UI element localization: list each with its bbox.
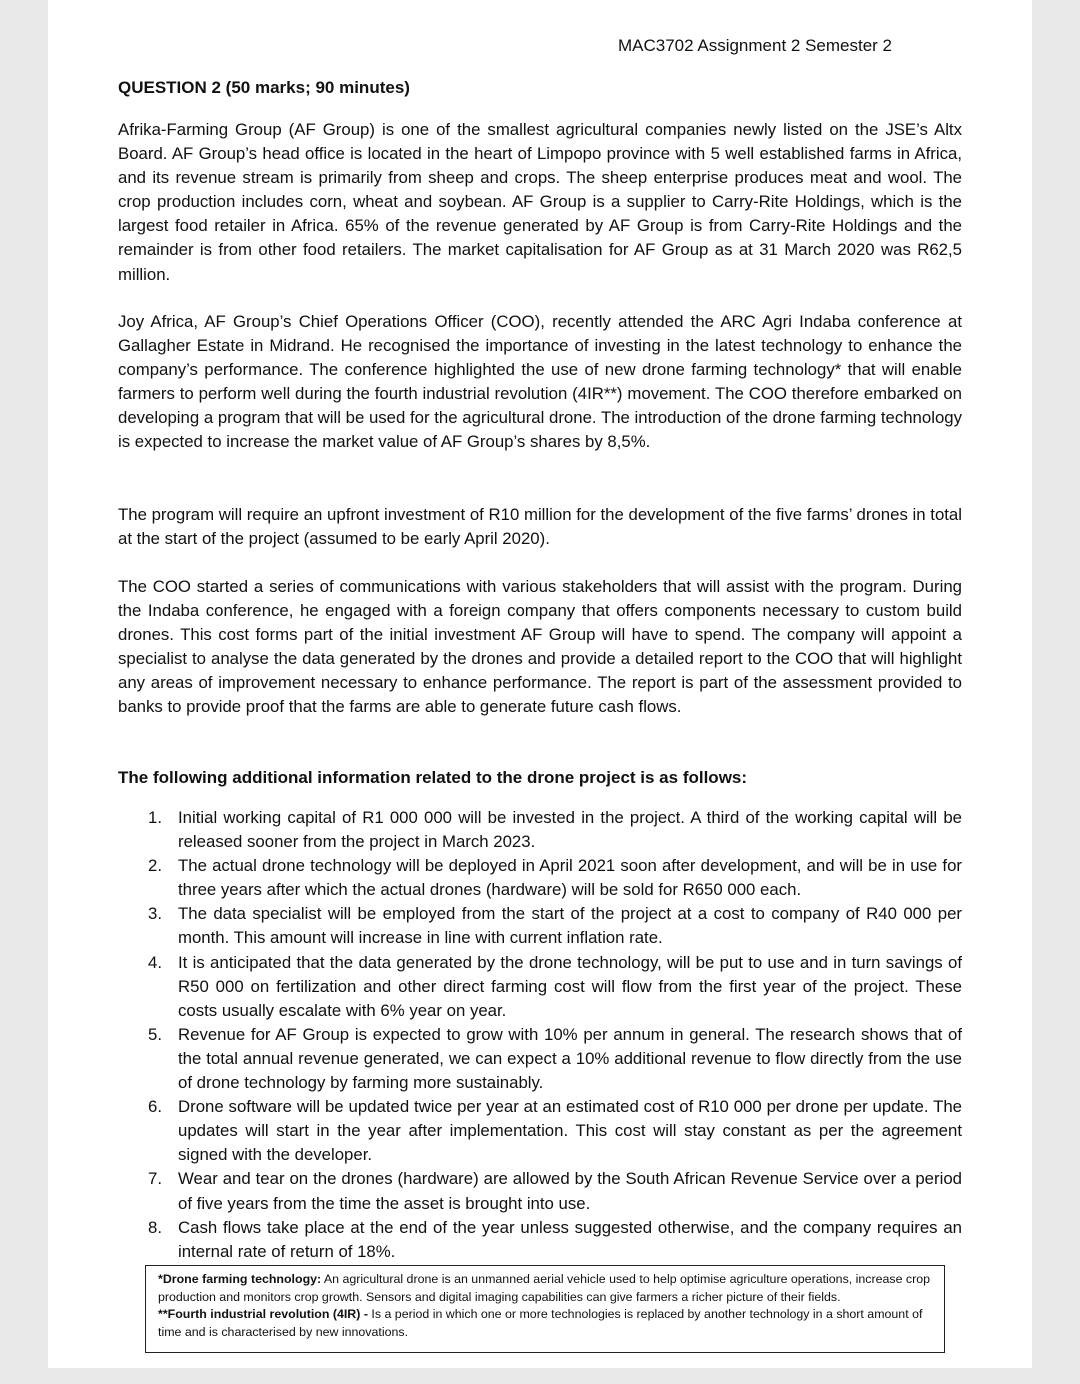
footnote-drone-text: An agricultural drone is an unmanned aerial vehicle used to help optimise agriculture operations, increase crop production and monitors crop growth. Sensors and digital imaging capabilities can give farmers a richer picture of their fields. <box>158 1272 931 1304</box>
list-item-text: It is anticipated that the data generated by the drone technology, will be put to use and in turn savings of R50 000 on fertilization and other direct farming cost will flow from the first year of the project. These costs usually escalate with 6% year on year. <box>178 952 962 1020</box>
list-item-number: 8. <box>148 1217 162 1237</box>
list-item-number: 2. <box>148 856 162 876</box>
list-item <box>118 1023 962 1095</box>
list-item-text: The data specialist will be employed from the start of the project at a cost to company of R40 000 per month. This amount will increase in line with current inflation rate. <box>178 904 962 948</box>
paragraph-coo-conference: Joy Africa, AF Group’s Chief Operations Officer (COO), recently attended the ARC Agri Indaba conference at Gallagher Estate in Midrand. He recognised the importance of investing in the latest technology to enhance the company’s performance. The conference highlighted the use of new drone farming technology* that will enable farmers to perform well during the fourth industrial revolution (4IR**) movement. The COO therefore embarked on developing a program that will be used for the agricultural drone. The introduction of the drone farming technology is expected to increase the market value of AF Group’s shares by 8,5%. <box>118 312 962 452</box>
paragraph-company-background: Afrika-Farming Group (AF Group) is one of the smallest agricultural companies newly listed on the JSE’s Altx Board. AF Group’s head office is located in the heart of Limpopo province with 5 well established farms in Africa, and its revenue stream is primarily from sheep and crops. The sheep enterprise produces meat and wool. The crop production includes corn, wheat and soybean. AF Group is a supplier to Carry-Rite Holdings, which is the largest food retailer in Africa. 65% of the revenue generated by AF Group is from Carry-Rite Holdings and the remainder is from other food retailers. The market capitalisation for AF Group as at 31 March 2020 was R62,5 million. <box>118 120 962 284</box>
list-item-text: Initial working capital of R1 000 000 will be invested in the project. A third of the working capital will be released sooner from the project in March 2023. <box>178 808 962 852</box>
footnote-drone-term: *Drone farming technology: <box>158 1272 322 1286</box>
footnote-4ir-text: Is a period in which one or more technologies is replaced by another technology in a short amount of time and is characterised by new innovations. <box>158 1307 923 1339</box>
list-item <box>118 806 962 854</box>
list-item-number: 6. <box>148 1097 162 1117</box>
document-page <box>48 0 1032 1368</box>
list-item-text: Drone software will be updated twice per year at an estimated cost of R10 000 per drone per update. The updates will start in the year after implementation. This cost will stay constant as per the agreement signed with the developer. <box>178 1097 962 1165</box>
list-item-number: 5. <box>148 1024 162 1044</box>
list-item <box>118 951 962 1023</box>
list-item-text: Cash flows take place at the end of the year unless suggested otherwise, and the company requires an internal rate of return of 18%. <box>178 1217 962 1261</box>
list-item <box>118 902 962 950</box>
list-item-number: 3. <box>148 904 162 924</box>
footnote-box <box>145 1265 945 1353</box>
list-item <box>118 854 962 902</box>
list-item-text: Revenue for AF Group is expected to grow with 10% per annum in general. The research shows that of the total annual revenue generated, we can expect a 10% additional revenue to flow directly from the use of drone technology by farming more sustainably. <box>178 1024 962 1093</box>
footnote-drone <box>158 1271 934 1306</box>
question-title: QUESTION 2 (50 marks; 90 minutes) <box>118 78 410 97</box>
footnote-4ir <box>158 1306 934 1341</box>
additional-info-heading: The following additional information related to the drone project is as follows: <box>118 768 748 787</box>
additional-info-list <box>118 806 962 1264</box>
list-item-text: The actual drone technology will be deployed in April 2021 soon after development, and will be in use for three years after which the actual drones (hardware) will be sold for R650 000 each. <box>178 856 962 900</box>
list-item-text: Wear and tear on the drones (hardware) are allowed by the South African Revenue Service over a period of five years from the time the asset is brought into use. <box>178 1169 962 1213</box>
footnote-4ir-term: **Fourth industrial revolution (4IR) - <box>158 1307 368 1322</box>
list-item-number: 7. <box>148 1169 162 1189</box>
list-item-number: 4. <box>148 952 162 972</box>
paragraph-upfront-investment: The program will require an upfront investment of R10 million for the development of the five farms’ drones in total at the start of the project (assumed to be early April 2020). <box>118 505 962 549</box>
paragraph-stakeholders: The COO started a series of communications with various stakeholders that will assist with the program. During the Indaba conference, he engaged with a foreign company that offers components necessary to custom build drones. This cost forms part of the initial investment AF Group will have to spend. The company will appoint a specialist to analyse the data generated by the drones and provide a detailed report to the COO that will highlight any areas of improvement necessary to enhance performance. The report is part of the assessment provided to banks to provide proof that the farms are able to generate future cash flows. <box>118 577 962 717</box>
list-item <box>118 1095 962 1167</box>
list-item <box>118 1216 962 1264</box>
page-header: MAC3702 Assignment 2 Semester 2 <box>617 36 892 55</box>
list-item <box>118 1167 962 1215</box>
list-item-number: 1. <box>148 808 162 827</box>
